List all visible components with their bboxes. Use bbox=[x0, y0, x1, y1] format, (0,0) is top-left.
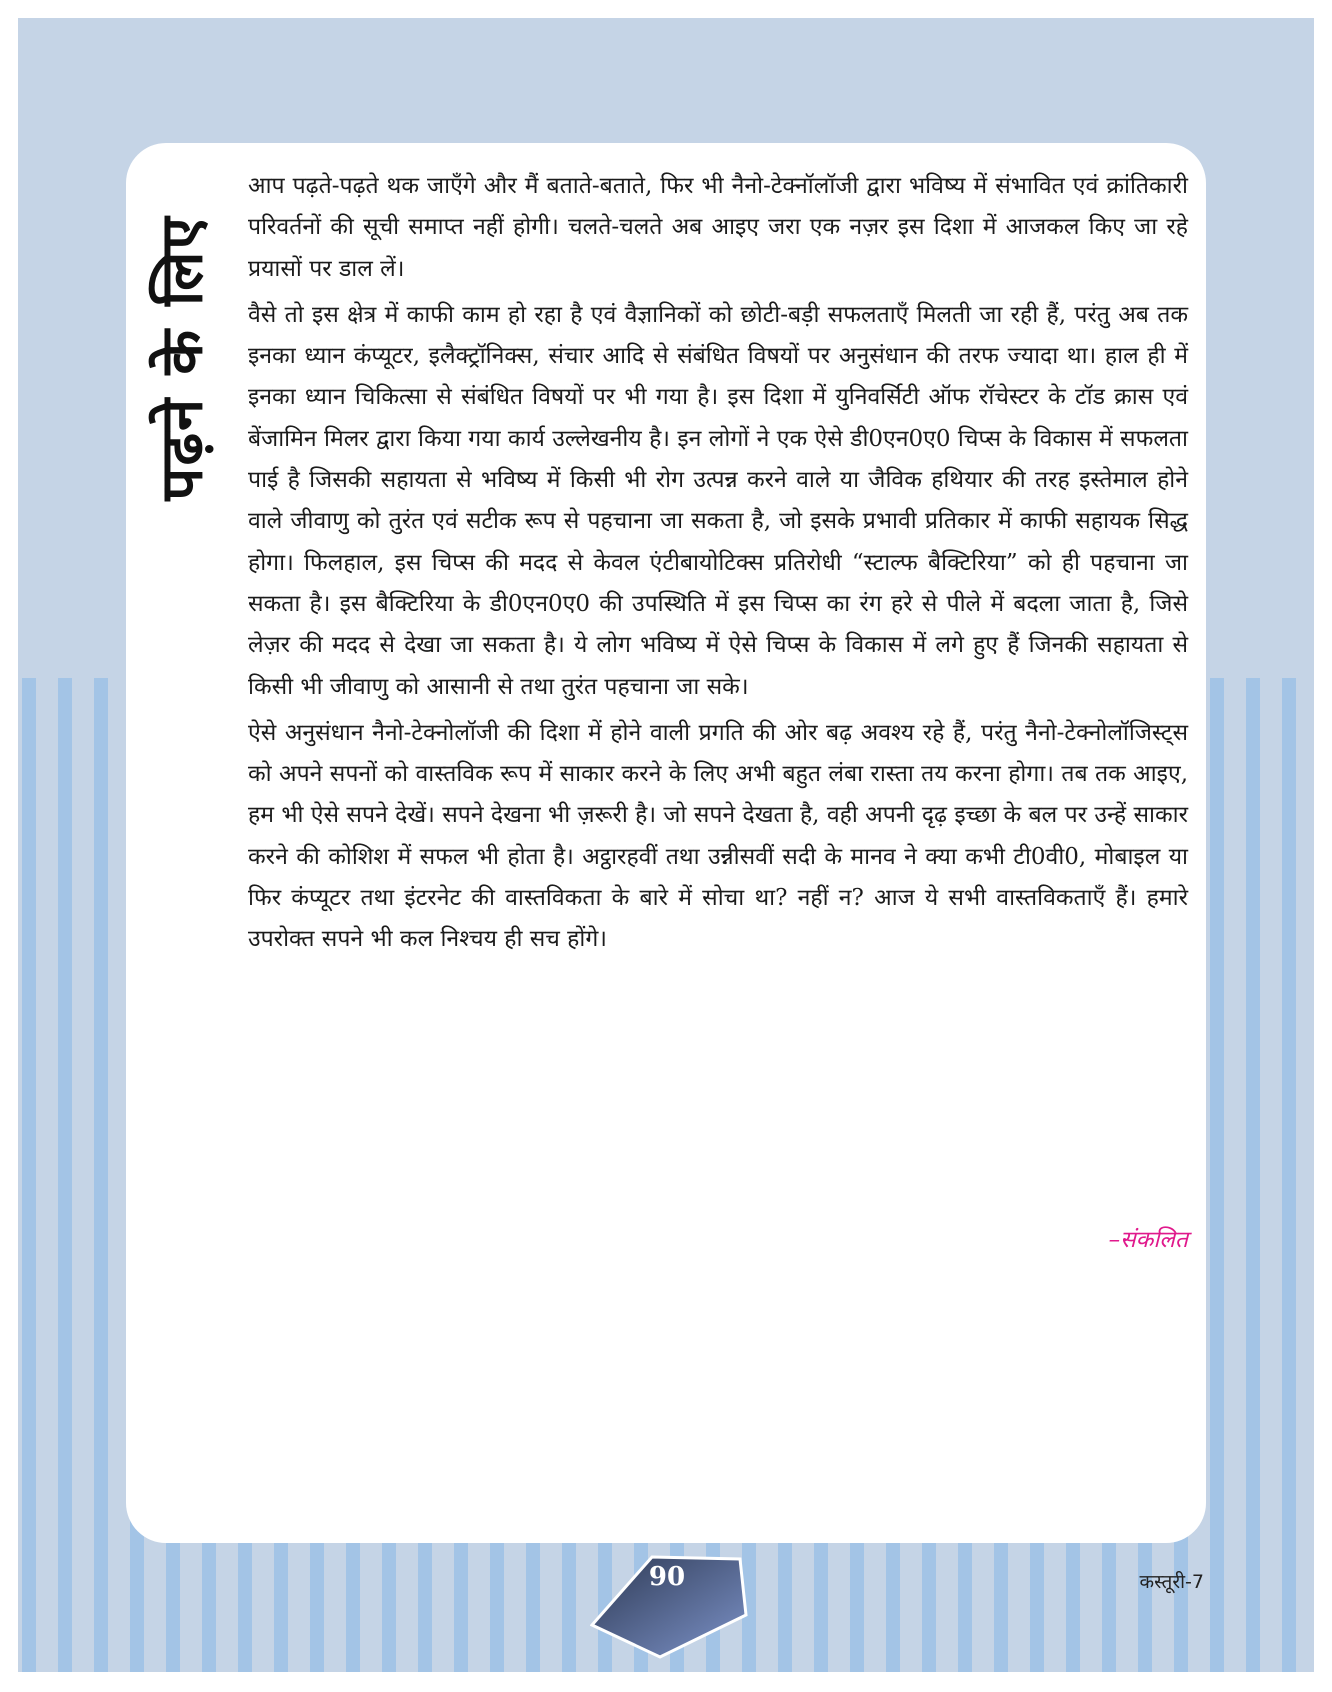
stripe bbox=[1246, 678, 1260, 1672]
stripe bbox=[1210, 678, 1224, 1672]
stripe bbox=[1282, 678, 1296, 1672]
side-heading-text: पढ़ने के लिए bbox=[147, 215, 216, 501]
page-number: 90 bbox=[648, 1562, 686, 1592]
book-label: कस्तूरी-7 bbox=[1139, 1571, 1204, 1593]
stripe bbox=[58, 678, 72, 1672]
stripe bbox=[22, 678, 36, 1672]
stripe bbox=[94, 678, 108, 1672]
paragraph: वैसे तो इस क्षेत्र में काफी काम हो रहा है एवं वैज्ञानिकों को छोटी-बड़ी सफलताएँ मिलती जा रही हैं, परंतु अब तक इनका ध्यान कंप्यूटर, इलैक्ट्रॉनिक्स, संचार आदि से संबंधित विषयों पर अनुसंधान की तरफ ज्यादा था। हाल ही में इनका ध्यान चिकित्सा से संबंधित विषयों पर भी गया है। इस दिशा में युनिवर्सिटी ऑफ रॉचेस्टर के टॉड क्रास एवं बेंजामिन मिलर द्वारा किया गया कार्य उल्लेखनीय है। इन लोगों ने एक ऐसे डी0एन0ए0 चिप्स के विकास में सफलता पाई है जिसकी सहायता से भविष्य में किसी भी रोग उत्पन्न करने वाले या जैविक हथियार की तरह इस्तेमाल होने वाले जीवाणु को तुरंत एवं सटीक रूप से पहचाना जा सकता है, जो इसके प्रभावी प्रतिकार में काफी सहायक सिद्ध होगा। फिलहाल, इस चिप्स की मदद से केवल एंटीबायोटिक्स प्रतिरोधी “स्टाल्फ बैक्टिरिया” को ही पहचाना जा सकता है। इस बैक्टिरिया के डी0एन0ए0 की उपस्थिति में इस चिप्स का रंग हरे से पीले में बदला जाता है, जिसे लेज़र की मदद से देखा जा सकता है। ये लोग भविष्य में ऐसे चिप्स के विकास में लगे हुए हैं जिनकी सहायता से किसी भी जीवाणु को आसानी से तथा तुरंत पहचाना जा सके। bbox=[248, 301, 1188, 700]
attribution: –संकलित bbox=[1108, 1227, 1188, 1253]
paragraph: ऐसे अनुसंधान नैनो-टेक्नोलॉजी की दिशा में होने वाली प्रगति की ओर बढ़ अवश्य रहे हैं, परंतु नैनो-टेक्नोलॉजिस्ट्स को अपने सपनों को वास्तविक रूप में साकार करने के लिए अभी बहुत लंबा रास्ता तय करना होगा। तब तक आइए, हम भी ऐसे सपने देखें। सपने देखना भी ज़रूरी है। जो सपने देखता है, वही अपनी दृढ़ इच्छा के बल पर उन्हें साकार करने की कोशिश में सफल भी होता है। अट्ठारहवीं तथा उन्नीसवीं सदी के मानव ने क्या कभी टी0वी0, मोबाइल या फिर कंप्यूटर तथा इंटरनेट की वास्तविकता के बारे में सोचा था? नहीं न? आज ये सभी वास्तविकताएँ हैं। हमारे उपरोक्त सपने भी कल निश्चय ही सच होंगे। bbox=[248, 719, 1188, 953]
side-heading bbox=[141, 168, 217, 548]
article-body bbox=[248, 166, 1188, 966]
paragraph: आप पढ़ते-पढ़ते थक जाएँगे और मैं बताते-बताते, फिर भी नैनो-टेक्नॉलॉजी द्वारा भविष्य में संभावित एवं क्रांतिकारी परिवर्तनों की सूची समाप्त नहीं होगी। चलते-चलते अब आइए जरा एक नज़र इस दिशा में आजकल किए जा रहे प्रयासों पर डाल लें। bbox=[248, 173, 1188, 282]
